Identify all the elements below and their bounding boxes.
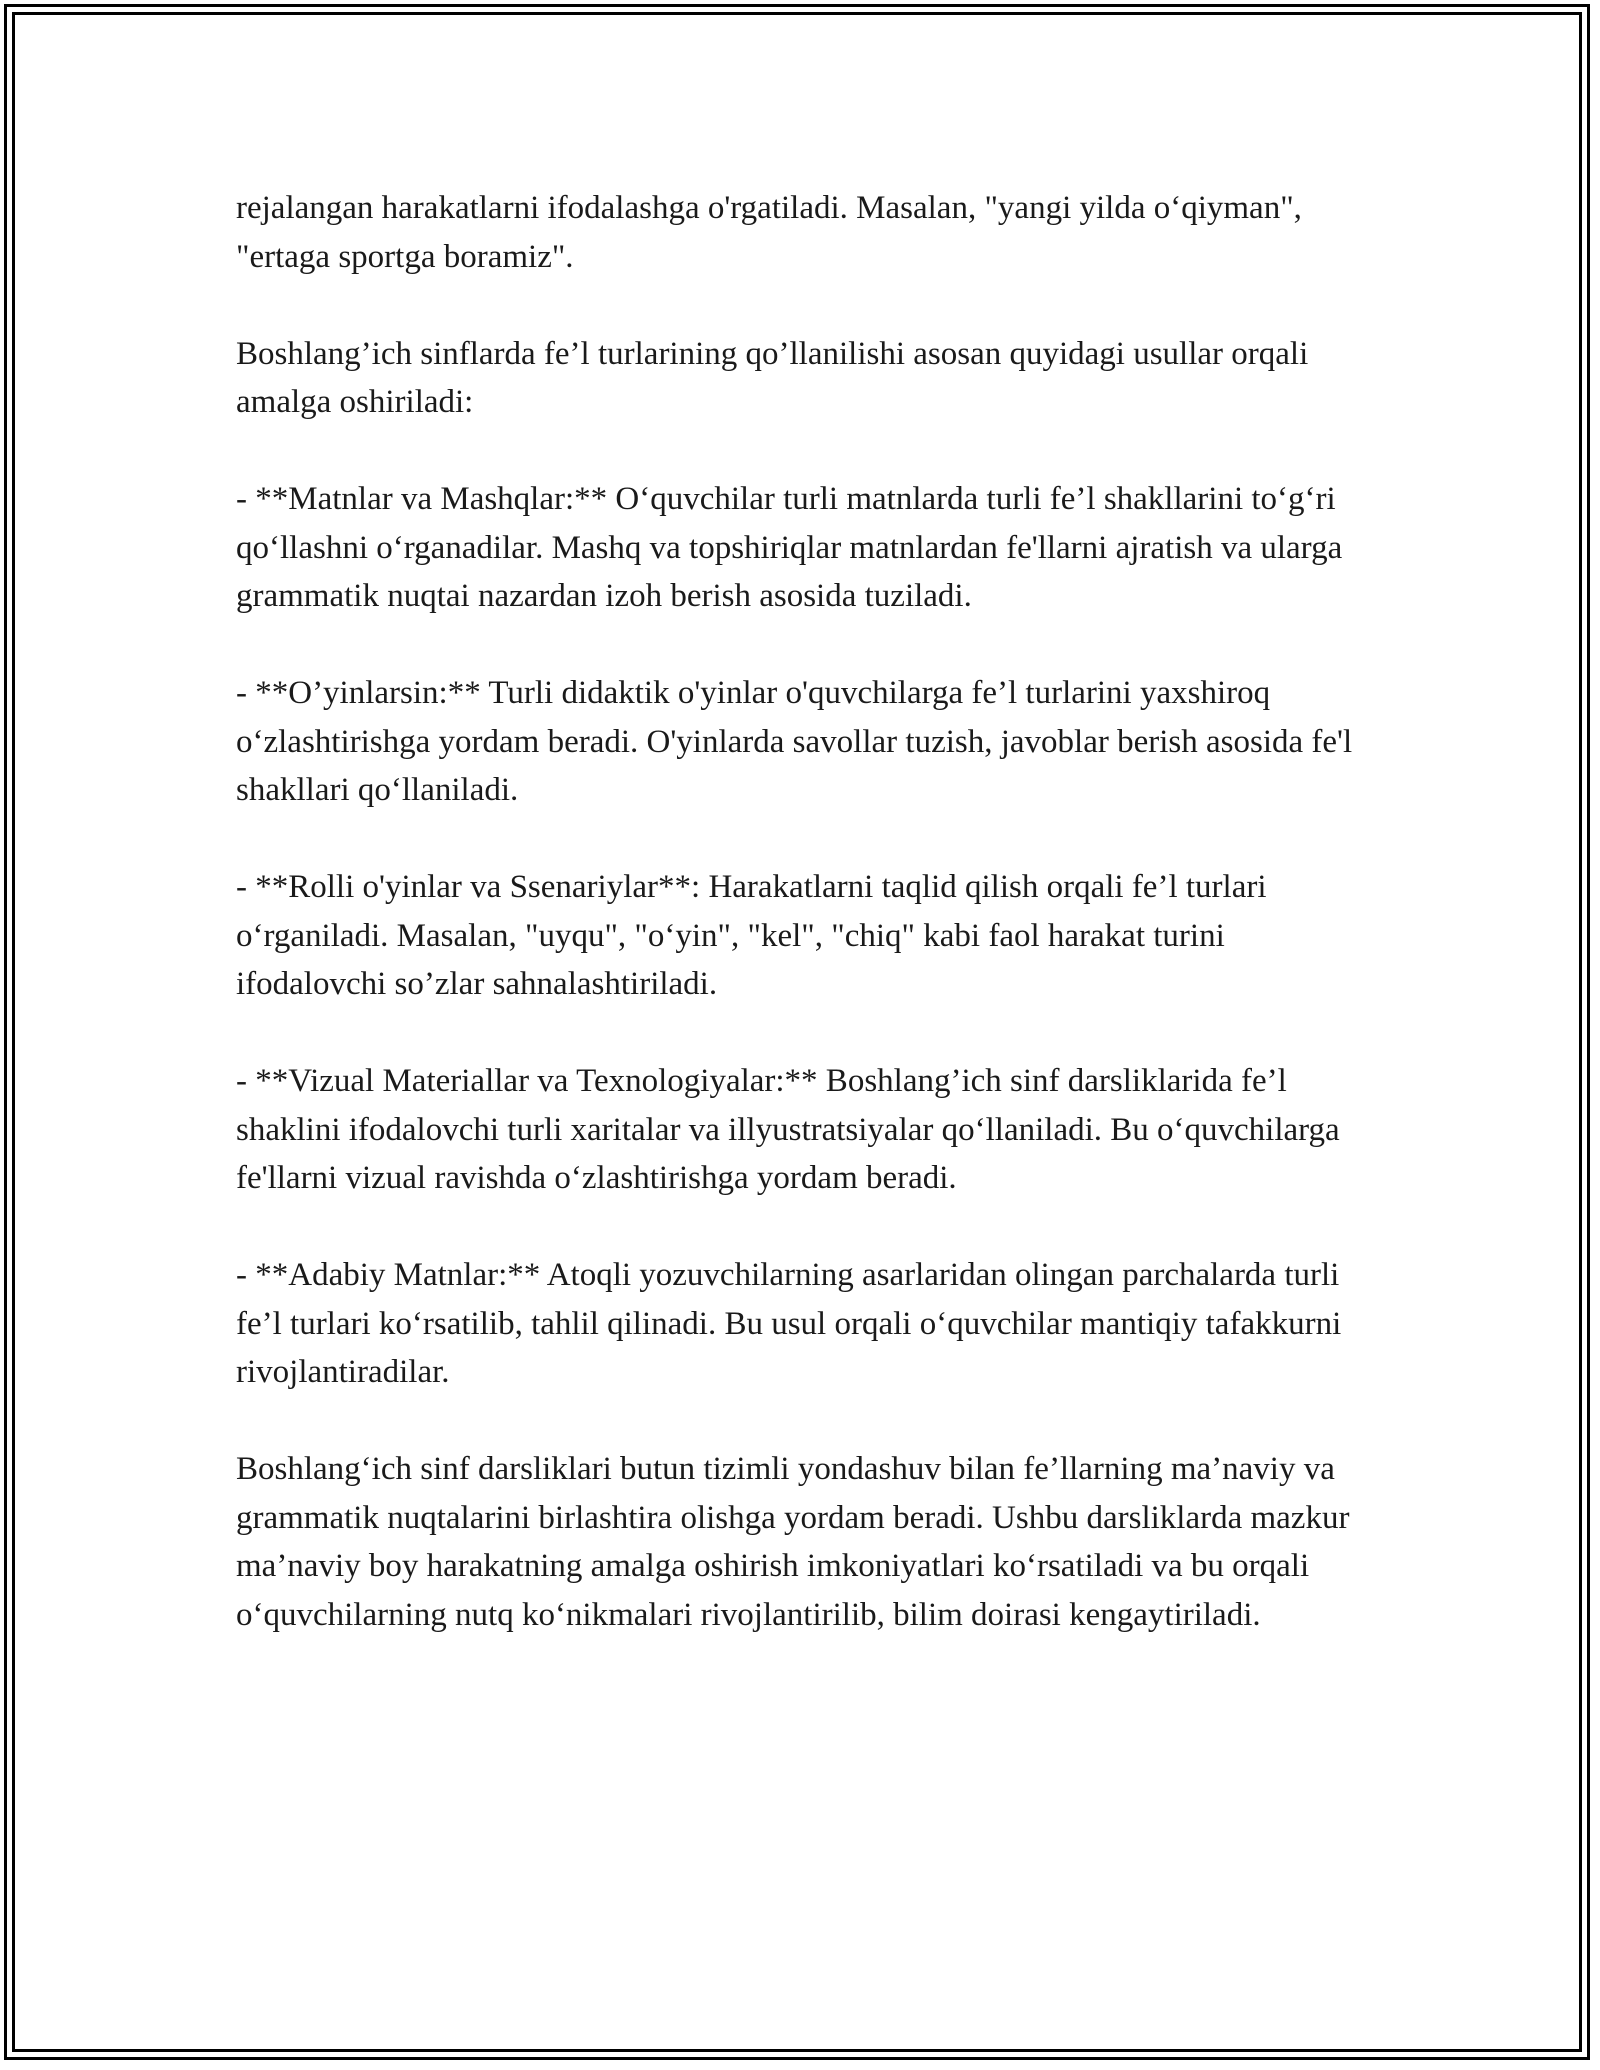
list-item-adabiy-matnlar: - **Adabiy Matnlar:** Atoqli yozuvchilarning asarlaridan olingan parchalarda turli fe’l turlari ko‘rsatilib, tahlil qilinadi. Bu usul orqali o‘quvchilar mantiqiy tafakkurni rivojlantiradilar. <box>236 1257 1342 1390</box>
paragraph-intro: Boshlang’ich sinflarda fe’l turlarining qo’llanilishi asosan quyidagi usullar orqali amalga oshiriladi: <box>236 335 1309 420</box>
document-body <box>236 184 1366 1639</box>
list-item-vizual-materiallar: - **Vizual Materiallar va Texnologiyalar:** Boshlang’ich sinf darsliklarida fe’l shaklini ifodalovchi turli xaritalar va illyustratsiyalar qo‘llaniladi. Bu o‘quvchilarga fe'llarni vizual ravishda o‘zlashtirishga yordam beradi. <box>236 1063 1340 1196</box>
paragraph-continuation: rejalangan harakatlarni ifodalashga o'rgatiladi. Masalan, "yangi yilda o‘qiyman", "ertaga sportga boramiz". <box>236 190 1302 275</box>
list-item-rolli-oyinlar: - **Rolli o'yinlar va Ssenariylar**: Harakatlarni taqlid qilish orqali fe’l turlari o‘rganiladi. Masalan, "uyqu", "o‘yin", "kel", "chiq" kabi faol harakat turini ifodalovchi so’zlar sahnalashtiriladi. <box>236 869 1267 1002</box>
list-item-oyinlar: - **O’yinlarsin:** Turli didaktik o'yinlar o'quvchilarga fe’l turlarini yaxshiroq o‘zlashtirishga yordam beradi. O'yinlarda savollar tuzish, javoblar berish asosida fe'l shakllari qo‘llaniladi. <box>236 675 1353 808</box>
list-item-matnlar: - **Matnlar va Mashqlar:** O‘quvchilar turli matnlarda turli fe’l shakllarini to‘g‘ri qo‘llashni o‘rganadilar. Mashq va topshiriqlar matnlardan fe'llarni ajratish va ularga grammatik nuqtai nazardan izoh berish asosida tuziladi. <box>236 481 1343 614</box>
paragraph-conclusion: Boshlang‘ich sinf darsliklari butun tizimli yondashuv bilan fe’llarning ma’naviy va grammatik nuqtalarini birlashtira olishga yordam beradi. Ushbu darsliklarda mazkur ma’naviy boy harakatning amalga oshirish imkoniyatlari ko‘rsatiladi va bu orqali o‘quvchilarning nutq ko‘nikmalari rivojlantirilib, bilim doirasi kengaytiriladi. <box>236 1451 1350 1633</box>
